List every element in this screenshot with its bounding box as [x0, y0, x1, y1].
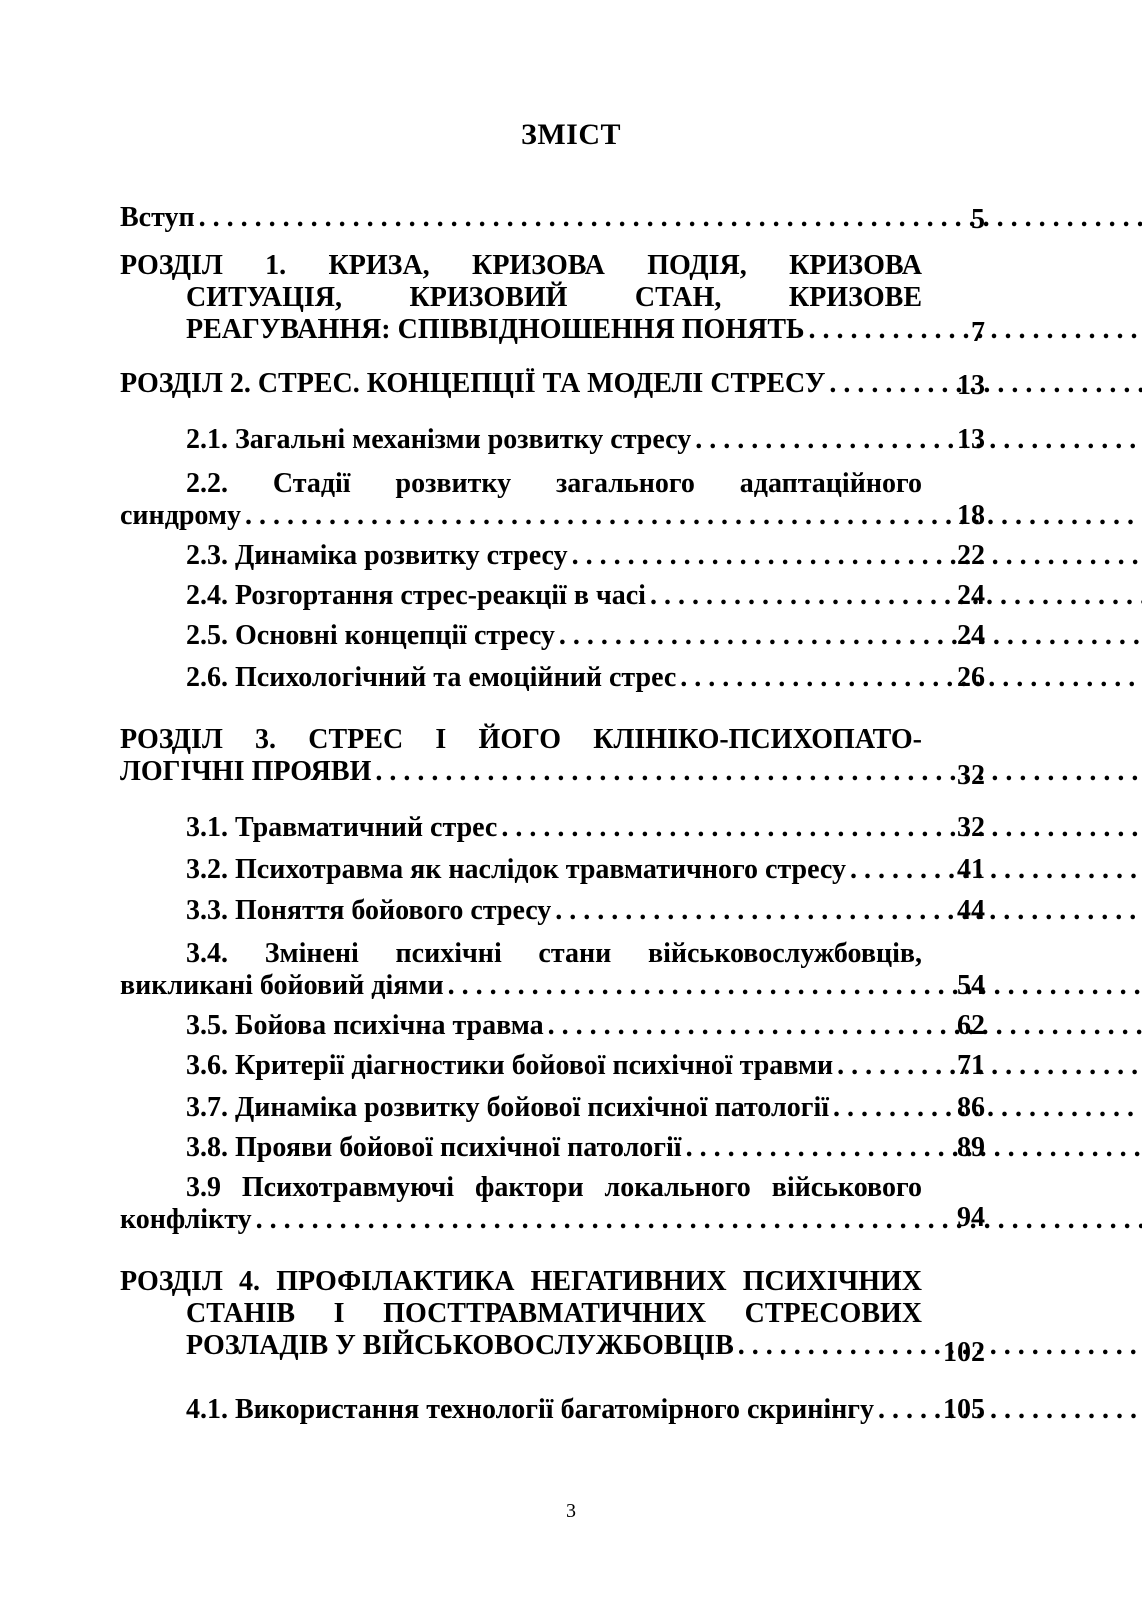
toc-page-number: 62 — [957, 1010, 985, 1041]
toc-entry-title: 4.1. Використання технології багатомірного скринінгу — [186, 1394, 875, 1425]
toc-page-number: 18 — [957, 500, 985, 531]
toc-entry[interactable] — [186, 1092, 922, 1124]
toc-entry[interactable] — [120, 368, 922, 400]
toc-page-number: 89 — [957, 1132, 985, 1163]
leader-dots — [448, 970, 1142, 1001]
toc-entry-title: РОЗДІЛ 2. СТРЕС. КОНЦЕПЦІЇ ТА МОДЕЛІ СТРЕСУ — [120, 368, 826, 399]
toc-entry-title: 3.2. Психотравма як наслідок травматичного стресу — [186, 854, 846, 885]
page-number: 3 — [566, 1500, 576, 1522]
toc-entry[interactable] — [120, 938, 922, 1002]
leader-dots — [375, 756, 1142, 787]
toc-entry[interactable] — [186, 1010, 922, 1042]
toc-entry-line: 3.9 Психотравмуючі фактори локального військового — [186, 1172, 922, 1203]
leader-dots — [559, 620, 1142, 651]
toc-entry-title: 3.8. Прояви бойової психічної патології — [186, 1132, 682, 1163]
toc-entry-title: РЕАГУВАННЯ: СПІВВІДНОШЕННЯ ПОНЯТЬ — [186, 314, 805, 345]
toc-entry-title: 3.7. Динаміка розвитку бойової психічної патології — [186, 1092, 830, 1123]
toc-page-number: 86 — [957, 1092, 985, 1123]
leader-dots — [555, 895, 1142, 926]
toc-page-number: 41 — [957, 854, 985, 885]
toc-entry[interactable] — [186, 424, 922, 456]
toc-entry[interactable] — [120, 468, 922, 532]
leader-dots — [695, 424, 1142, 455]
toc-entry-title: 2.4. Розгортання стрес-реакції в часі — [186, 580, 646, 611]
leader-dots — [650, 580, 1142, 611]
toc-page-number: 105 — [943, 1394, 985, 1425]
toc-entry[interactable] — [186, 812, 922, 844]
leader-dots — [245, 500, 1142, 531]
toc-page-number: 94 — [957, 1202, 985, 1233]
toc-entry-line: 3.4. Змінені психічні стани військовослужбовців, — [186, 938, 922, 969]
toc-page-number: 13 — [957, 370, 985, 401]
toc-entry-line: РОЗДІЛ 1. КРИЗА, КРИЗОВА ПОДІЯ, КРИЗОВА — [120, 250, 922, 281]
toc-entry-line: СТАНІВ І ПОСТТРАВМАТИЧНИХ СТРЕСОВИХ — [186, 1298, 922, 1329]
toc-entry-title: 3.1. Травматичний стрес — [186, 812, 498, 843]
toc-page-number: 24 — [957, 620, 985, 651]
leader-dots — [878, 1394, 1142, 1425]
toc-entry[interactable] — [186, 540, 922, 572]
toc-entry-title: 3.6. Критерії діагностики бойової психічної травми — [186, 1050, 834, 1081]
leader-dots — [680, 662, 1142, 693]
toc-entry[interactable] — [120, 1172, 922, 1236]
leader-dots — [572, 540, 1142, 571]
toc-page-number: 5 — [971, 204, 985, 235]
toc-page-number: 44 — [957, 895, 985, 926]
leader-dots — [850, 854, 1142, 885]
leader-dots — [837, 1050, 1142, 1081]
leader-dots — [256, 1204, 1142, 1235]
toc-entry-title: 3.3. Поняття бойового стресу — [186, 895, 552, 926]
toc-page-number: 54 — [957, 970, 985, 1001]
toc-page-number: 7 — [971, 317, 985, 348]
toc-entry-title: РОЗЛАДІВ У ВІЙСЬКОВОСЛУЖБОВЦІВ — [186, 1330, 734, 1361]
toc-entry[interactable] — [186, 1132, 922, 1164]
toc-entry[interactable] — [120, 250, 922, 346]
toc-title: ЗМІСТ — [521, 118, 621, 151]
toc-entry[interactable] — [120, 202, 922, 234]
toc-page-number: 22 — [957, 540, 985, 571]
leader-dots — [501, 812, 1142, 843]
leader-dots — [686, 1132, 1142, 1163]
toc-entry-title: ЛОГІЧНІ ПРОЯВИ — [120, 756, 372, 787]
toc-entry-title: конфлікту — [120, 1204, 252, 1235]
toc-entry[interactable] — [186, 662, 922, 694]
toc-entry[interactable] — [120, 1266, 922, 1362]
toc-page-number: 32 — [957, 812, 985, 843]
toc-entry-title: 2.1. Загальні механізми розвитку стресу — [186, 424, 692, 455]
toc-entry[interactable] — [186, 620, 922, 652]
toc-entry[interactable] — [186, 580, 922, 612]
toc-entry-title: 2.6. Психологічний та емоційний стрес — [186, 662, 677, 693]
toc-page-number: 26 — [957, 662, 985, 693]
toc-entry-title: Вступ — [120, 202, 195, 233]
toc-page-number: 102 — [943, 1337, 985, 1368]
toc-entry[interactable] — [186, 1394, 922, 1426]
toc-entry-title: 3.5. Бойова психічна травма — [186, 1010, 544, 1041]
toc-entry-line: 2.2. Стадії розвитку загального адаптаційного — [186, 468, 922, 499]
toc-page-number: 24 — [957, 580, 985, 611]
toc-entry-title: 2.5. Основні концепції стресу — [186, 620, 555, 651]
toc-page-number: 13 — [957, 424, 985, 455]
toc-entry-title: синдрому — [120, 500, 241, 531]
leader-dots — [199, 202, 1142, 233]
toc-entry-title: 2.3. Динаміка розвитку стресу — [186, 540, 568, 571]
leader-dots — [833, 1092, 1142, 1123]
toc-entry[interactable] — [186, 1050, 922, 1082]
toc-entry[interactable] — [186, 895, 922, 927]
leader-dots — [829, 368, 1142, 399]
leader-dots — [548, 1010, 1142, 1041]
toc-entry-line: РОЗДІЛ 4. ПРОФІЛАКТИКА НЕГАТИВНИХ ПСИХІЧНИХ — [120, 1266, 922, 1297]
toc-entry-title: викликані бойовий діями — [120, 970, 444, 1001]
toc-entry[interactable] — [120, 724, 922, 788]
toc-entry-line: СИТУАЦІЯ, КРИЗОВИЙ СТАН, КРИЗОВЕ — [186, 282, 922, 313]
toc-entry-line: РОЗДІЛ 3. СТРЕС І ЙОГО КЛІНІКО-ПСИХОПАТО- — [120, 724, 922, 755]
toc-page-number: 32 — [957, 760, 985, 791]
toc-entry[interactable] — [186, 854, 922, 886]
toc-page-number: 71 — [957, 1050, 985, 1081]
